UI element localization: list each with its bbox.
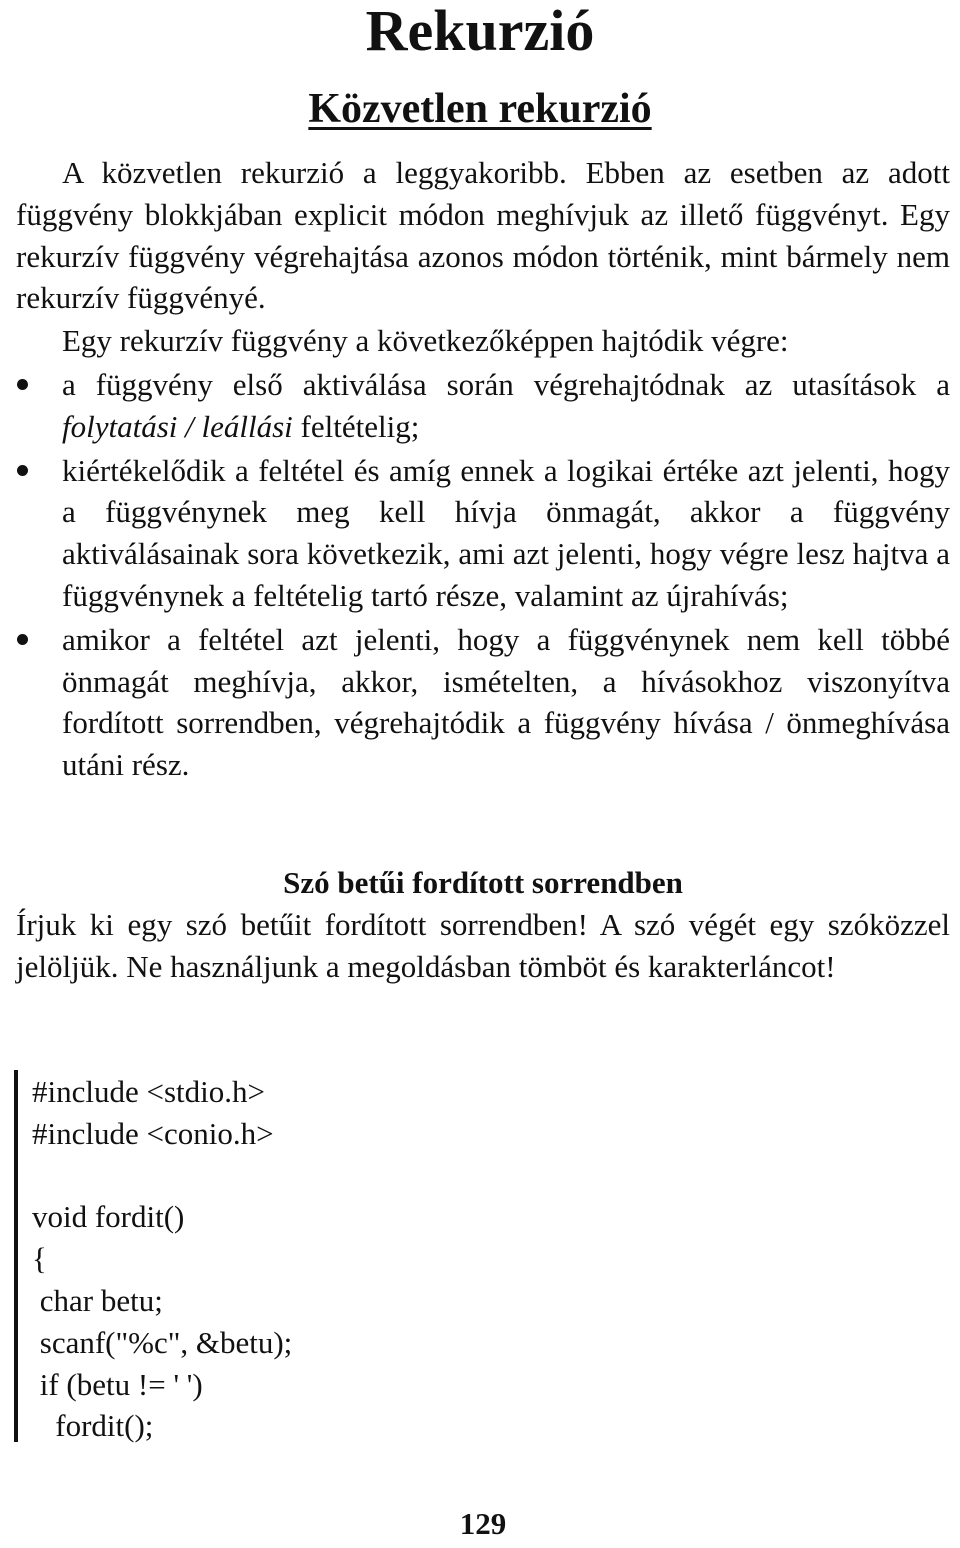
code-line: scanf("%c", &betu); <box>32 1324 293 1360</box>
list-item-text-end: feltételig; <box>292 408 420 444</box>
list-item-text-start: a függvény első aktiválása során végrehajtódnak az utasítások a <box>62 367 950 402</box>
code-block-border <box>14 1070 18 1442</box>
list-item <box>16 364 950 448</box>
page-number: 129 <box>459 1506 507 1541</box>
steps-intro-paragraph: Egy rekurzív függvény a következőképpen hajtódik végre: <box>62 323 789 358</box>
list-item <box>16 450 950 617</box>
list-item-text: kiértékelődik a feltétel és amíg ennek a logikai értéke azt jelenti, hogy a függvénynek meg kell hívja önmagát, akkor a függvény aktiválásainak sora következik, ami azt jelenti, hogy végre lesz hajtva a függvénynek a feltételig tartó része, valamint az újrahívás; <box>62 452 950 613</box>
code-line <box>32 1155 292 1197</box>
list-item-emphasis: folytatási / leállási <box>62 408 293 444</box>
code-line: #include <stdio.h> <box>32 1074 265 1109</box>
code-line: if (betu != ' ') <box>32 1366 203 1402</box>
code-line: { <box>32 1241 47 1277</box>
code-line: char betu; <box>32 1282 163 1318</box>
list-item-text: amikor a feltétel azt jelenti, hogy a függvénynek nem kell többé önmagát meghívja, akkor, ismételten, a hívásokhoz viszonyítva fordított sorrendben, végrehajtódik a függvény hívása / önmeghívása utáni rész. <box>62 621 950 783</box>
bullet-icon <box>17 379 28 390</box>
code-line: #include <conio.h> <box>32 1115 274 1151</box>
list-item <box>16 619 950 786</box>
section-heading: Szó betűi fordított sorrendben <box>283 865 683 900</box>
bullet-icon <box>17 465 28 476</box>
section-subtitle <box>0 84 960 134</box>
code-block <box>32 1071 292 1447</box>
task-paragraph: Írjuk ki egy szó betűit fordított sorrendben! A szó végét egy szóközzel jelöljük. Ne használjunk a megoldásban tömböt és karakterláncot! <box>16 907 950 984</box>
subtitle-text: Közvetlen rekurzió <box>308 86 652 132</box>
intro-paragraph: A közvetlen rekurzió a leggyakoribb. Ebben az esetben az adott függvény blokkjában explicit módon meghívjuk az illető függvényt. Egy rekurzív függvény végrehajtása azonos módon történik, mint bármely nem rekurzív függvényé. <box>16 155 950 316</box>
code-line: fordit(); <box>32 1408 154 1444</box>
page-title: Rekurzió <box>365 0 595 63</box>
code-line: void fordit() <box>32 1199 185 1235</box>
bullet-icon <box>17 634 28 645</box>
steps-list <box>16 364 950 786</box>
